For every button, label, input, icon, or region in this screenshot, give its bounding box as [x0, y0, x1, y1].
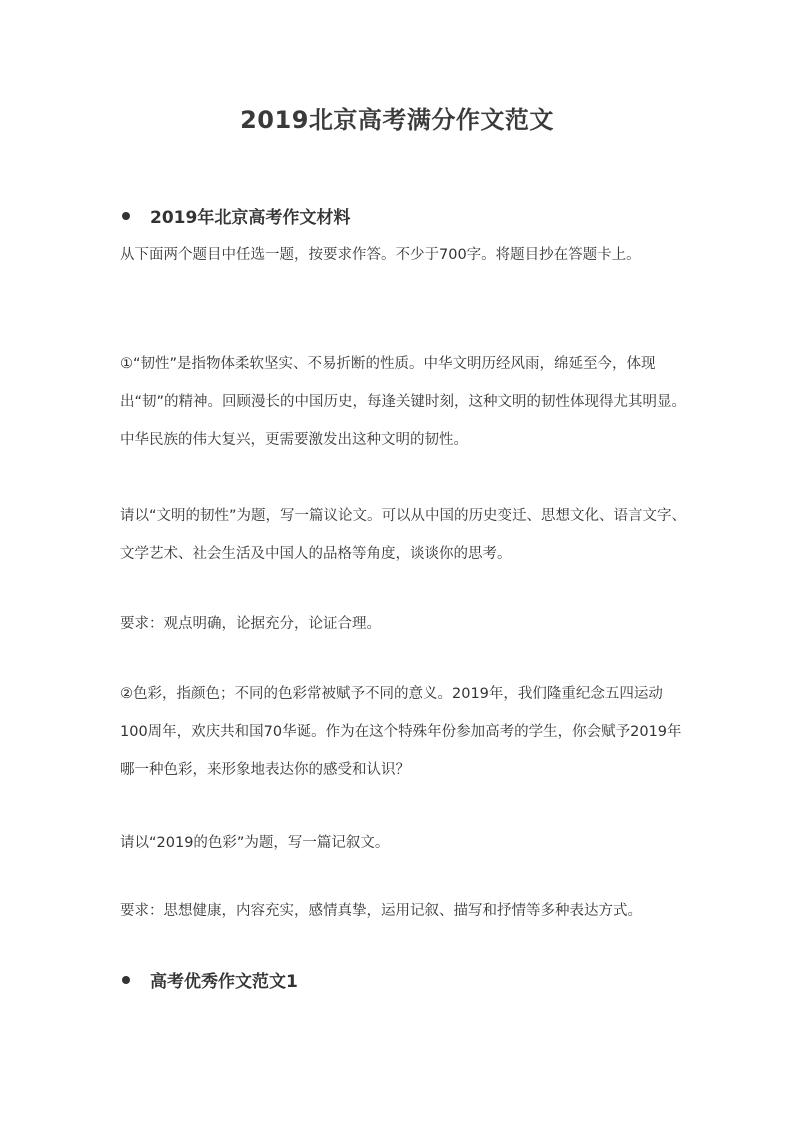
- page-title: 2019北京高考满分作文范文: [240, 106, 554, 134]
- bullet-icon: [122, 976, 130, 984]
- paragraph-topic-two-task: 请以“2019的色彩”为题，写一篇记叙文。: [120, 835, 390, 851]
- section-heading-label: 2019年北京高考作文材料: [150, 208, 351, 228]
- paragraph-topic-two-requirements: 要求：思想健康，内容充实，感情真挚，运用记叙、描写和抒情等多种表达方式。: [120, 903, 642, 919]
- section-heading-label: 高考优秀作文范文1: [150, 972, 298, 992]
- section-heading-essay-1: [120, 967, 700, 992]
- bullet-icon: [122, 212, 130, 220]
- paragraph-topic-one: ①“韧性”是指物体柔软坚实、不易折断的性质。中华文明历经风雨，绵延至今，体现出“韧”的精神。回顾漫长的中国历史，每逢关键时刻，这种文明的韧性体现得尤其明显。中华民族的伟大复兴，更需要激发出这种文明的韧性。: [120, 356, 687, 448]
- paragraph-topic-one-task: 请以“文明的韧性”为题，写一篇议论文。可以从中国的历史变迁、思想文化、语言文字、文学艺术、社会生活及中国人的品格等角度，谈谈你的思考。: [120, 508, 687, 562]
- section-heading-material: [120, 203, 700, 228]
- paragraph-topic-two: ②色彩，指颜色；不同的色彩常被赋予不同的意义。2019年，我们隆重纪念五四运动100周年，欢庆共和国70华诞。作为在这个特殊年份参加高考的学生，你会赋予2019年哪一种色彩，来形象地表达你的感受和认识？: [120, 686, 682, 778]
- paragraph-instructions: 从下面两个题目中任选一题，按要求作答。不少于700字。将题目抄在答题卡上。: [120, 247, 641, 263]
- paragraph-topic-one-requirements: 要求：观点明确，论据充分，论证合理。: [120, 616, 381, 632]
